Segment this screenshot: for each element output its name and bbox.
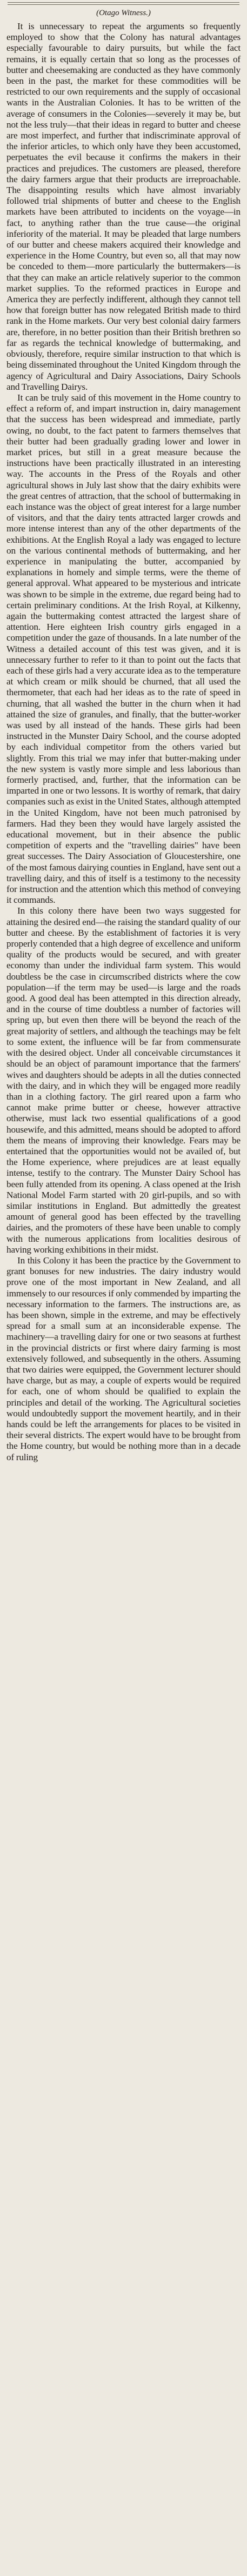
article-paragraph: In this colony there have been two ways suggested for attaining the desired end—the raising the standard quality of our butter and cheese. By the establishment of factories it is very properly contended that a high degree of excellence and uniform quality of the products would be secured, and with greater economy than under the individual farm system. This would doubtless be the case in circumscribed districts where the cow population—if the term may be used—is large and the roads good. A good deal has been attempted in this direction already, and in the course of time doubtless a number of factories will spring up, but even then there will be beyond the reach of the great majority of settlers, and although the teachings may be felt to some extent, the influence will be far from commensurate with the desired object. Under all conceivable circumstances it should be an object of paramount importance that the farmers' wives and daughters should be adepts in all the duties connected with the dairy, and in which they will be engaged more readily than in a clothing factory. The girl reared upon a farm who cannot make prime butter or cheese, however attractive otherwise, must lack two essential qualifications of a good housewife, and this admitted, means should be adopted to afford them the means of improving their knowledge. Fears may be entertained that the opportunities would not be availed of, but the Home experience, where prejudices are at least equally intense, testify to the contrary. The Munster Dairy School has been fully attended from its opening. A class opened at the Irish National Model Farm started with 20 girl-pupils, and so with similar institutions in England. But admittedly the greatest amount of general good has been effected by the travelling dairies, and the promoters of these have been unable to comply with the numerous applications from localities desirous of having working exhibitions in their midst.: [6, 906, 241, 1255]
source-attribution: (Otago Witness.): [96, 9, 151, 17]
top-rule-divider: [8, 2, 239, 5]
article-body: [6, 21, 241, 1463]
article-paragraph: It can be truly said of this movement in the Home country to effect a reform of, and impart instruction in, dairy management that the success has been widespread and immediate, partly owing, no doubt, to the fact patent to farmers themselves that their butter had been gradually grading lower and lower in market prices, but still in a great measure because the instructions have been practically illustrated in an interesting way. The accounts in the Press of the Royals and other agricultural shows in July last show that the dairy exhibits were the great centres of attraction, that the school of buttermaking in each instance was the object of great interest for a large number of visitors, and that the dairy tents attracted larger crowds and more intense interest than any of the other departments of the exhibitions. At the English Royal a lady was engaged to lecture on the various continental methods of buttermaking, and her experience in manipulating the butter, accompanied by explanations in homely and simple terms, were the theme of general approval. What appeared to be mysterious and intricate was shown to be simple in the extreme, due regard being had to certain preliminary conditions. At the Irish Royal, at Kilkenny, again the buttermaking contest attracted the largest share of attention. Here eighteen Irish country girls engaged in a competition under the gaze of thousands. In a late number of the Witness a detailed account of this test was given, and it is unnecessary further to refer to it than to point out the facts that each of these girls had a very accurate idea as to the temperature at which cream or milk should be churned, that all used the thermometer, that each had her ideas as to the rate of speed in churning, that all washed the butter in the churn when it had attained the size of granules, and finally, that the butter-worker was used by all instead of the hands. These girls had been instructed in the Munster Dairy School, and the course adopted by each individual competitor from the others varied but slightly. From this trial we may infer that butter-making under the new system is vastly more simple and less laborious than formerly practised, and, further, that the information can be imparted in one or two lessons. It is worthy of remark, that dairy companies such as exist in the United States, although attempted in the United Kingdom, have not been much patronised by farmers. Had they been they would have largely assisted the educational movement, but in their absence the public competition of experts and the "travelling dairies" have been great successes. The Dairy Association of Gloucestershire, one of the most famous dairying counties in England, have sent out a travelling dairy, and this of itself is a testimony to the necessity for instruction and the attention which this method of conveying it commands.: [6, 392, 241, 906]
article-paragraph: It is unnecessary to repeat the arguments so frequently employed to show that the Colony has natural advantages especially favourable to dairy pursuits, but while the fact remains, it is equally certain that so long as the processes of butter and cheesemaking are conducted as they have commonly been in the past, the market for these commodities will be restricted to our own requirements and the supply of occasional wants in the Australian Colonies. It has to be written of the average of consumers in the Colonies—severely it may be, but not the less truly—that their ideas in regard to butter and cheese are most imperfect, and further that indiscriminate approval of the inferior articles, to which only have they been accustomed, perpetuates the evil because it confirms the makers in their practices and prejudices. The customers are pleased, therefore the dairy farmers argue that their products are irreproachable. The disappointing results which have almost invariably followed trial shipments of butter and cheese to the English markets have been attributed to incidents on the voyage—in fact, to anything rather than the true cause—the original inferiority of the material. It may be pleaded that large numbers of our butter and cheese makers acquired their knowledge and experience in the Home Country, but even so, all that may now be conceded to them—more particularly the buttermakers—is that they can make an article relatively superior to the common market supplies. To the reformed practices in Europe and America they are perfectly indifferent, although they cannot tell how that foreign butter has now relegated British made to third rank in the Home markets. Our very best colonial dairy farmers are, therefore, in no better position than their British brethren so far as regards the technical knowledge of buttermaking, and obviously, therefore, require similar instruction to that which is being disseminated throughout the United Kingdom through the agency of Agricultural and Dairy Associations, Dairy Schools and Travelling Dairys.: [6, 21, 241, 392]
article-paragraph: In this Colony it has been the practice by the Government to grant bonuses for new industries. The dairy industry would prove one of the most important in New Zealand, and all immensely to our resources if only commended by imparting the necessary information to the farmers. The instructions are, as has been shown, simple in the extreme, and may be effectively spread for a small sum at an inconsiderable expense. The machinery—a travelling dairy for one or two seasons at furthest in the provincial districts or first where dairy farming is most extensively followed, and subsequently in the others. Assuming that two dairies were equipped, the Government lecturer should have charge, but as may, a couple of experts would be required for each, one of whom should be qualified to explain the principles and detail of the working. The Agricultural societies would undoubtedly support the movement heartily, and in their hands could be left the arrangements for places to be visited in their several districts. The expert would have to be brought from the Home country, but would be nothing more than in a decade of ruling: [6, 1255, 241, 1462]
